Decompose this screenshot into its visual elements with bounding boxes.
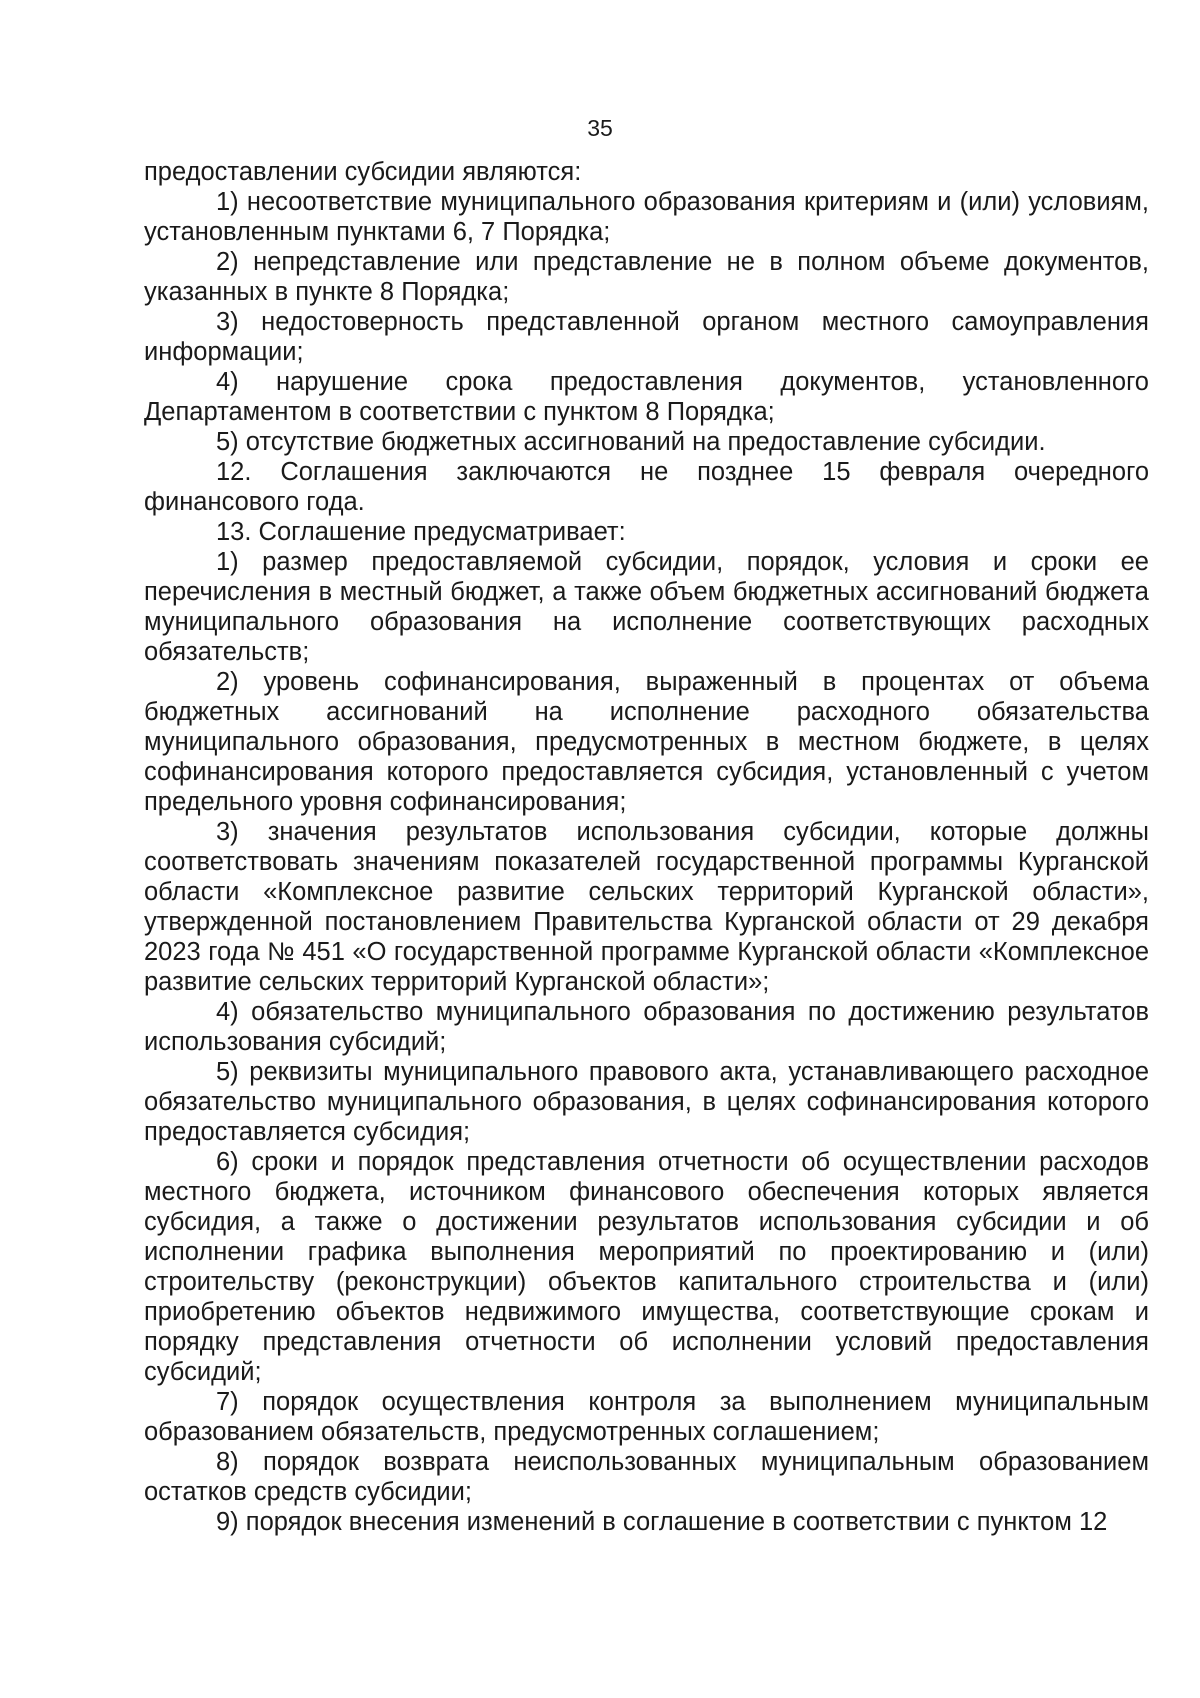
paragraph: 1) размер предоставляемой субсидии, порядок, условия и сроки ее перечисления в местный бюджет, а также объем бюджетных ассигнований бюджета муниципального образования на исполнение соответствующих расходных обязательств; — [144, 548, 1149, 666]
paragraph: 2) уровень софинансирования, выраженный в процентах от объема бюджетных ассигнований на исполнение расходного обязательства муниципального образования, предусмотренных в местном бюджете, в целях софинансирования которого предоставляется субсидия, установленный с учетом предельного уровня софинансирования; — [144, 668, 1149, 816]
paragraph: 5) реквизиты муниципального правового акта, устанавливающего расходное обязательство муниципального образования, в целях софинансирования которого предоставляется субсидия; — [144, 1058, 1149, 1146]
paragraph: предоставлении субсидии являются: — [144, 158, 582, 186]
document-body — [144, 157, 1149, 1537]
paragraph: 1) несоответствие муниципального образования критериям и (или) условиям, установленным пунктами 6, 7 Порядка; — [144, 188, 1149, 246]
paragraph: 3) недостоверность представленной органом местного самоуправления информации; — [144, 308, 1149, 366]
paragraph: 6) сроки и порядок представления отчетности об осуществлении расходов местного бюджета, источником финансового обеспечения которых является субсидия, а также о достижении результатов использования субсидии и об исполнении графика выполнения мероприятий по проектированию и (или) строительству (реконструкции) объектов капитального строительства и (или) приобретению объектов недвижимого имущества, соответствующие срокам и порядку представления отчетности об исполнении условий предоставления субсидий; — [144, 1148, 1149, 1386]
paragraph: 5) отсутствие бюджетных ассигнований на предоставление субсидии. — [216, 428, 1046, 456]
paragraph: 9) порядок внесения изменений в соглашение в соответствии с пунктом 12 — [216, 1508, 1108, 1536]
paragraph: 4) обязательство муниципального образования по достижению результатов использования субсидий; — [144, 998, 1149, 1056]
paragraph: 13. Соглашение предусматривает: — [216, 518, 626, 546]
paragraph: 2) непредставление или представление не в полном объеме документов, указанных в пункте 8 Порядка; — [144, 248, 1149, 306]
paragraph: 7) порядок осуществления контроля за выполнением муниципальным образованием обязательств, предусмотренных соглашением; — [144, 1388, 1149, 1446]
paragraph: 12. Соглашения заключаются не позднее 15 февраля очередного финансового года. — [144, 458, 1149, 516]
page-number: 35 — [587, 115, 613, 141]
paragraph: 4) нарушение срока предоставления документов, установленного Департаментом в соответствии с пунктом 8 Порядка; — [144, 368, 1149, 426]
paragraph: 8) порядок возврата неиспользованных муниципальным образованием остатков средств субсидии; — [144, 1448, 1149, 1506]
paragraph: 3) значения результатов использования субсидии, которые должны соответствовать значениям показателей государственной программы Курганской области «Комплексное развитие сельских территорий Курганской области», утвержденной постановлением Правительства Курганской области от 29 декабря 2023 года № 451 «О государственной программе Курганской области «Комплексное развитие сельских территорий Курганской области»; — [144, 818, 1149, 996]
